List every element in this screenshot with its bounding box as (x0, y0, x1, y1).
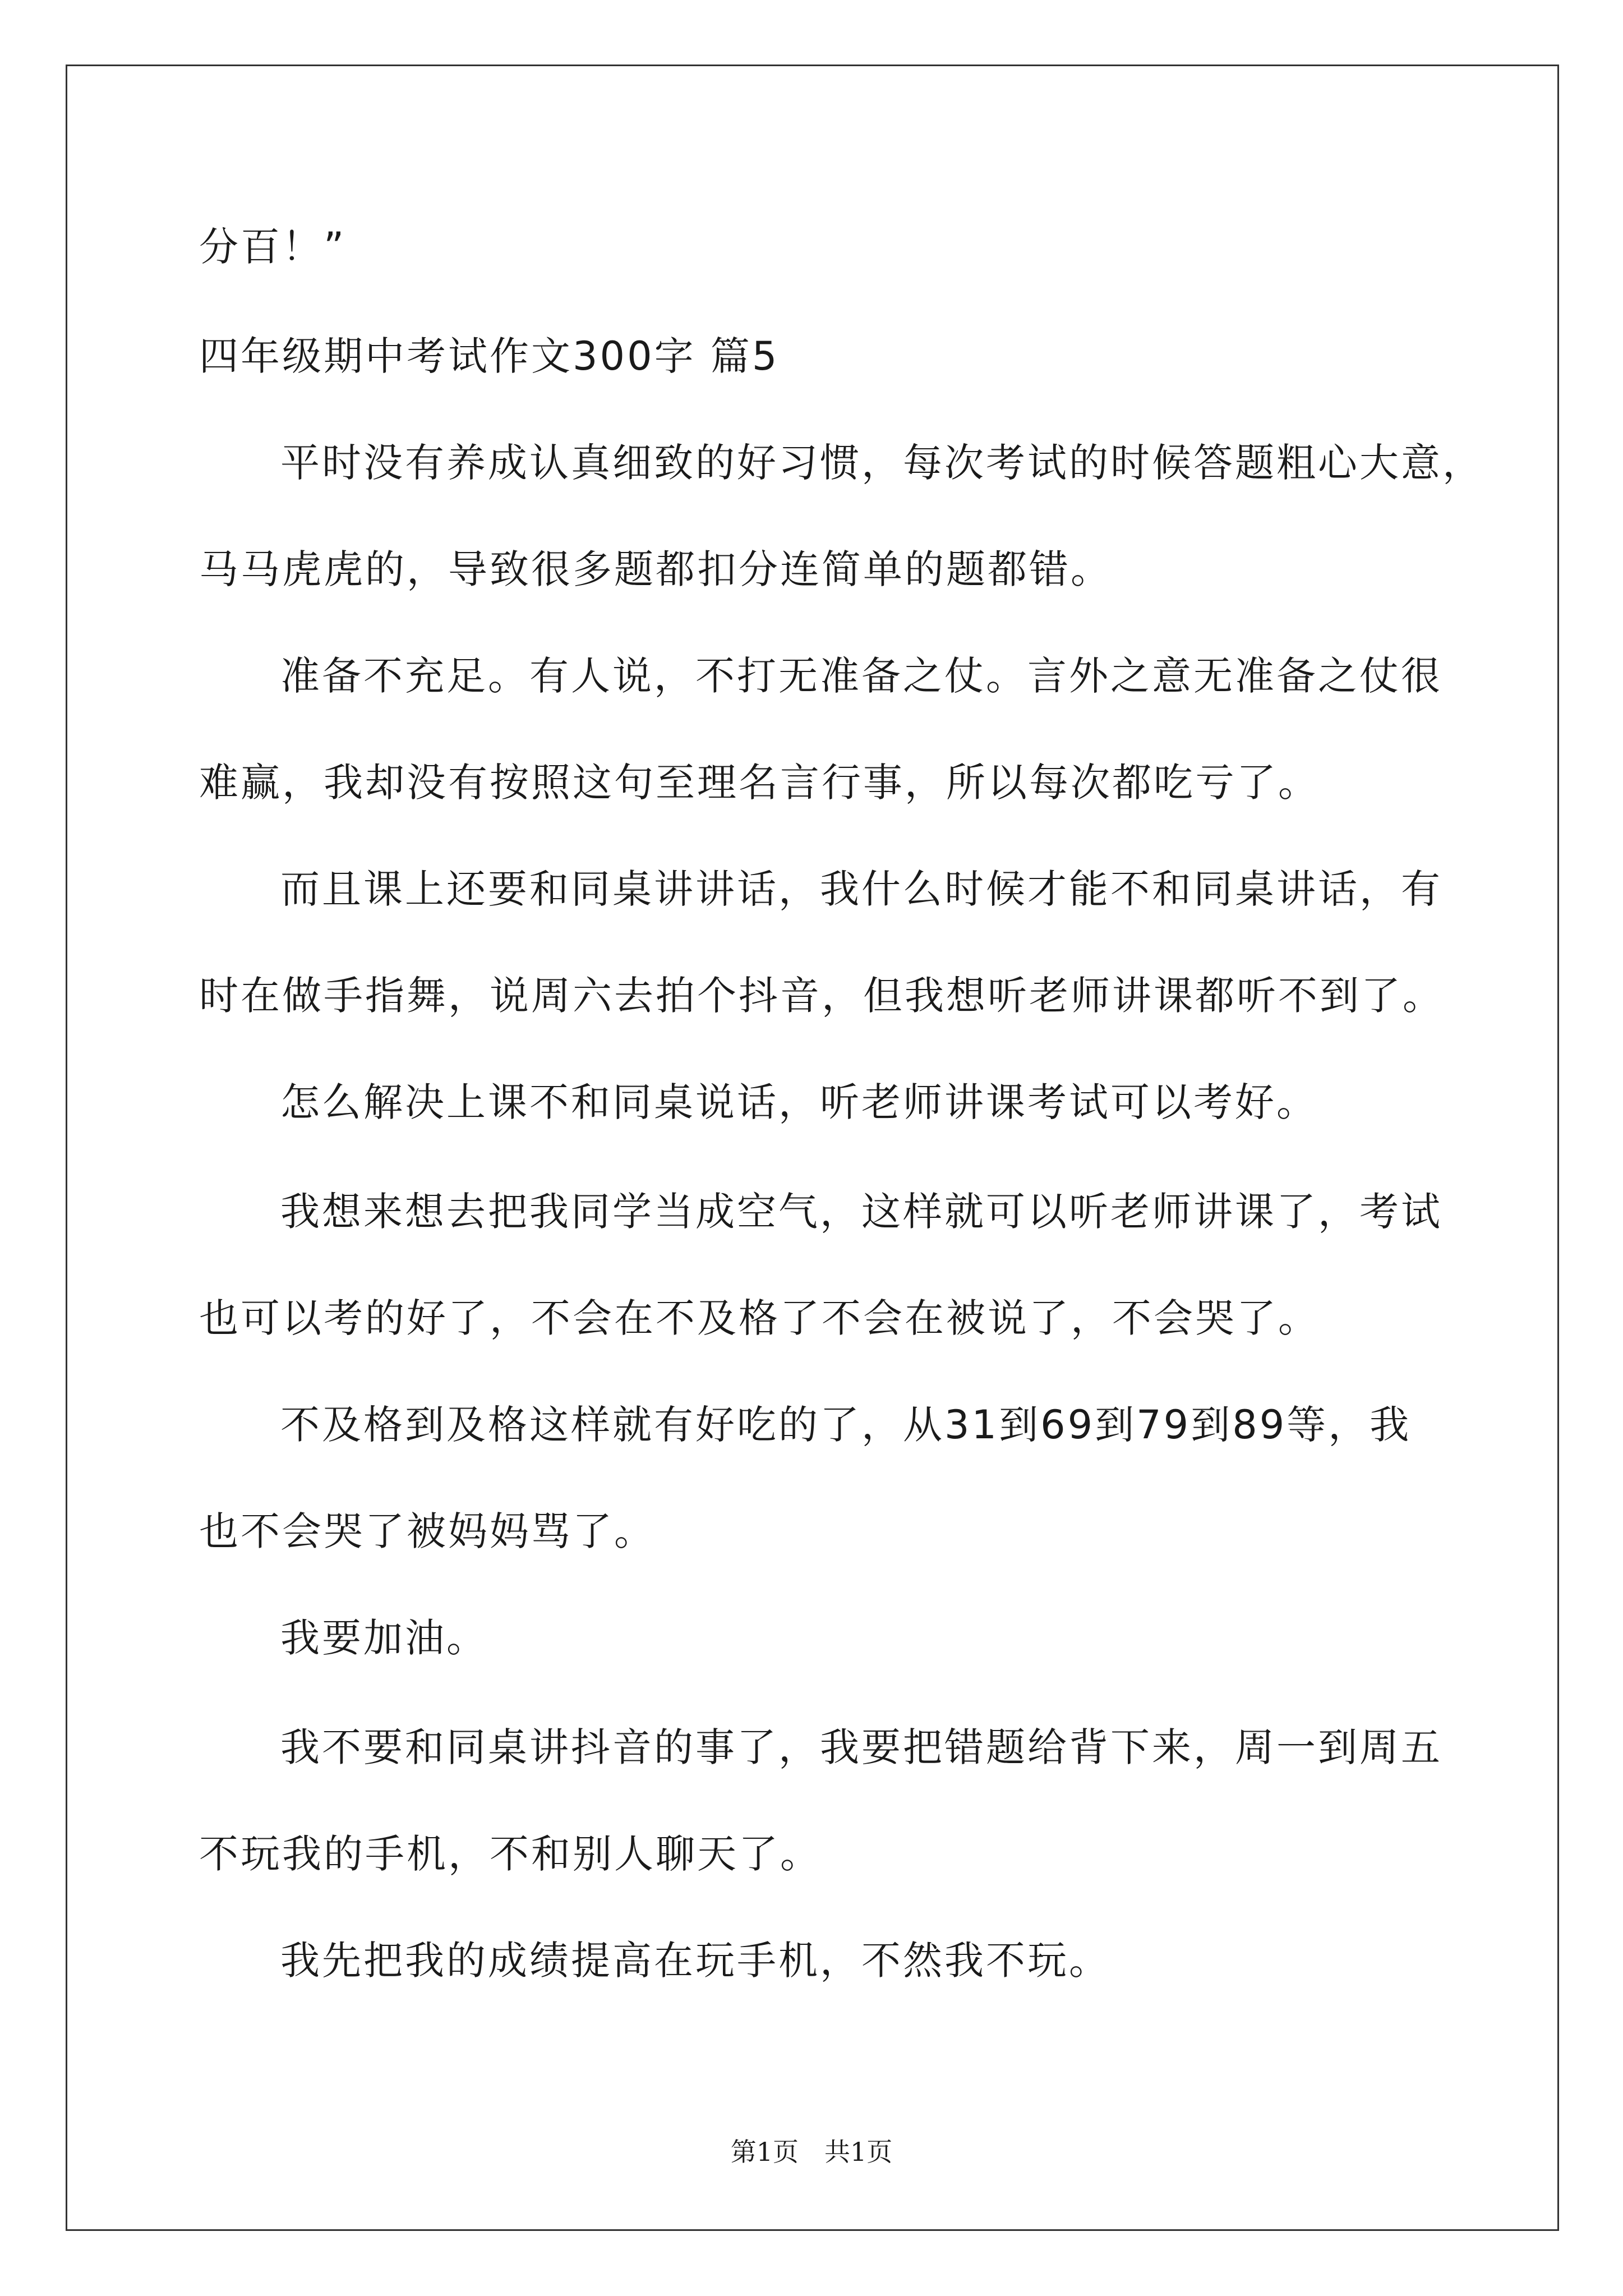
paragraph-line: 时在做手指舞，说周六去拍个抖音，但我想听老师讲课都听不到了。 (199, 973, 1444, 1019)
paragraph-line: 怎么解决上课不和同桌说话，听老师讲课考试可以考好。 (280, 1079, 1318, 1125)
paragraph-line: 不及格到及格这样就有好吃的了，从31到69到79到89等，我 (280, 1402, 1412, 1448)
paragraph-line: 不玩我的手机，不和别人聊天了。 (199, 1831, 822, 1877)
paragraph-line: 准备不充足。有人说，不打无准备之仗。言外之意无准备之仗很 (280, 653, 1442, 699)
paragraph-line: 也可以考的好了，不会在不及格了不会在被说了，不会哭了。 (199, 1295, 1320, 1341)
paragraph-line: 马马虎虎的，导致很多题都扣分连简单的题都错。 (199, 546, 1112, 592)
paragraph-line: 难赢，我却没有按照这句至理名言行事，所以每次都吃亏了。 (199, 760, 1320, 806)
paragraph-line: 我要加油。 (280, 1615, 488, 1661)
paragraph-line: 也不会哭了被妈妈骂了。 (199, 1508, 656, 1554)
paragraph-line: 我先把我的成绩提高在玩手机，不然我不玩。 (280, 1938, 1110, 1984)
text-line: 分百！” (199, 224, 347, 270)
page-border (66, 65, 1559, 2231)
section-heading: 四年级期中考试作文300字 篇5 (199, 333, 780, 379)
page-number-footer: 第1页 共1页 (730, 2137, 893, 2167)
paragraph-line: 而且课上还要和同桌讲讲话，我什么时候才能不和同桌讲话，有 (280, 866, 1442, 912)
paragraph-line: 我想来想去把我同学当成空气，这样就可以听老师讲课了，考试 (280, 1189, 1442, 1235)
paragraph-line: 平时没有养成认真细致的好习惯，每次考试的时候答题粗心大意， (280, 440, 1484, 486)
paragraph-line: 我不要和同桌讲抖音的事了，我要把错题给背下来，周一到周五 (280, 1724, 1442, 1770)
